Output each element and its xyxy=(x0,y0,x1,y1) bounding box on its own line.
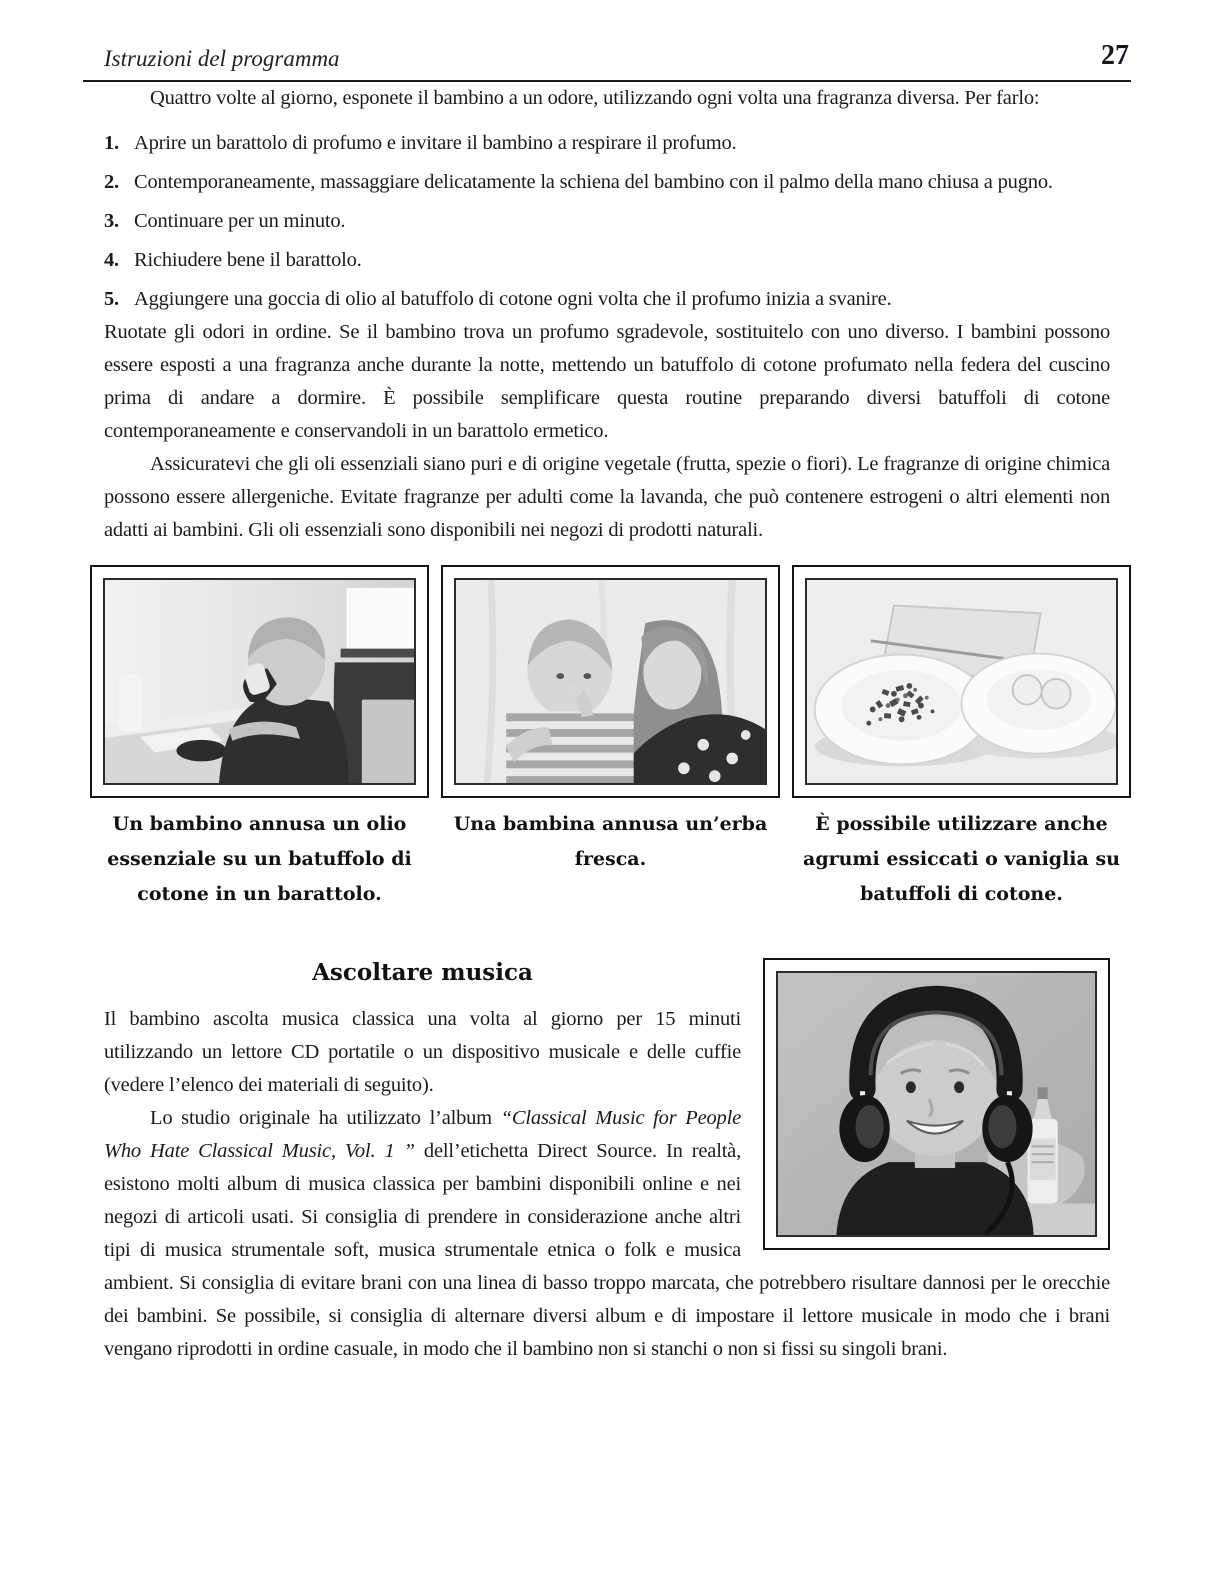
step-number: 2. xyxy=(104,171,119,193)
boy-wearing-headphones-photo xyxy=(776,971,1097,1237)
step-text: Continuare per un minuto. xyxy=(134,210,346,232)
figure xyxy=(441,565,780,912)
girl-smelling-fresh-herb-photo xyxy=(454,578,767,785)
photo-frame xyxy=(763,958,1110,1250)
running-title: Istruzioni del programma xyxy=(104,46,340,71)
list-item xyxy=(104,127,1110,160)
numbered-steps-list xyxy=(104,127,1110,316)
album-text-after: dell’etichetta Direct Source. In realtà, esistono molti album di musica classica per bambini disponibili online e nei negozi di articoli usati. Si consiglia di prendere in considerazione anche altri tipi di musica strumentale soft, musica strumentale etnica o folk e musica ambient. Si consiglia di evitare brani con una linea di basso troppo marcata, che potrebbero risultare dannosi per le orecchie dei bambini. Se possibile, si consiglia di alternare diversi album e di impostare il lettore musicale in modo che i brani vengano riprodotti in ordine casuale, in modo che il bambino non si stanchi o non si fissi su singoli brani. xyxy=(104,1140,1110,1360)
step-number: 1. xyxy=(104,132,119,154)
intro-paragraph: Quattro volte al giorno, esponete il bambino a un odore, utilizzando ogni volta una fragranza diversa. Per farlo: xyxy=(150,87,1040,109)
body-paragraph: Assicuratevi che gli oli essenziali siano puri e di origine vegetale (frutta, spezie o fiori). Le fragranze di origine chimica possono essere allergeniche. Evitate fragranze per adulti come la lavanda, che può contenere estrogeni o altri elementi non adatti ai bambini. Gli oli essenziali sono disponibili nei negozi di prodotti naturali. xyxy=(104,453,1110,541)
figure-caption: Un bambino annusa un olio essenziale su un batuffolo di cotone in un barattolo. xyxy=(107,813,412,905)
step-number: 4. xyxy=(104,249,119,271)
music-section xyxy=(104,956,1110,1366)
step-text: Aggiungere una goccia di olio al batuffolo di cotone ogni volta che il profumo inizia a svanire. xyxy=(134,288,892,310)
page-number: 27 xyxy=(1101,40,1129,71)
figure-row xyxy=(90,565,1131,912)
music-paragraph: Il bambino ascolta musica classica una volta al giorno per 15 minuti utilizzando un lettore CD portatile o un dispositivo musicale e delle cuffie (vedere l’elenco dei materiali di seguito). xyxy=(104,1008,741,1096)
step-text: Aprire un barattolo di profumo e invitare il bambino a respirare il profumo. xyxy=(134,132,737,154)
dried-citrus-and-cotton-plates-photo xyxy=(805,578,1118,785)
list-item xyxy=(104,166,1110,199)
album-text-before: Lo studio originale ha utilizzato l’album xyxy=(150,1107,501,1129)
figure xyxy=(90,565,429,912)
figure xyxy=(792,565,1131,912)
step-number: 5. xyxy=(104,288,119,310)
list-item xyxy=(104,283,1110,316)
boy-smelling-essential-oil-photo xyxy=(103,578,416,785)
body-paragraph: Ruotate gli odori in ordine. Se il bambino trova un profumo sgradevole, sostituitelo con uno diverso. I bambini possono essere esposti a una fragranza anche durante la notte, mettendo un batuffolo di cotone profumato nella federa del cuscino prima di andare a dormire. È possibile semplificare questa routine preparando diversi batuffoli di cotone contemporaneamente e conservandoli in un barattolo ermetico. xyxy=(104,321,1110,442)
photo-frame xyxy=(90,565,429,798)
list-item xyxy=(104,205,1110,238)
step-text: Contemporaneamente, massaggiare delicatamente la schiena del bambino con il palmo della mano chiusa a pugno. xyxy=(134,171,1053,193)
photo-frame xyxy=(792,565,1131,798)
step-number: 3. xyxy=(104,210,119,232)
list-item xyxy=(104,244,1110,277)
album-title: “Classical Music for People Who Hate Classical Music, Vol. 1 ” xyxy=(104,1107,741,1162)
figure-caption: Una bambina annusa un’erba fresca. xyxy=(453,813,768,870)
step-text: Richiudere bene il barattolo. xyxy=(134,249,362,271)
body-text xyxy=(104,82,1110,547)
photo-frame xyxy=(441,565,780,798)
section-heading: Ascoltare musica xyxy=(312,959,533,986)
page-header xyxy=(83,0,1131,80)
figure-caption: È possibile utilizzare anche agrumi essiccati o vaniglia su batuffoli di cotone. xyxy=(803,813,1120,905)
